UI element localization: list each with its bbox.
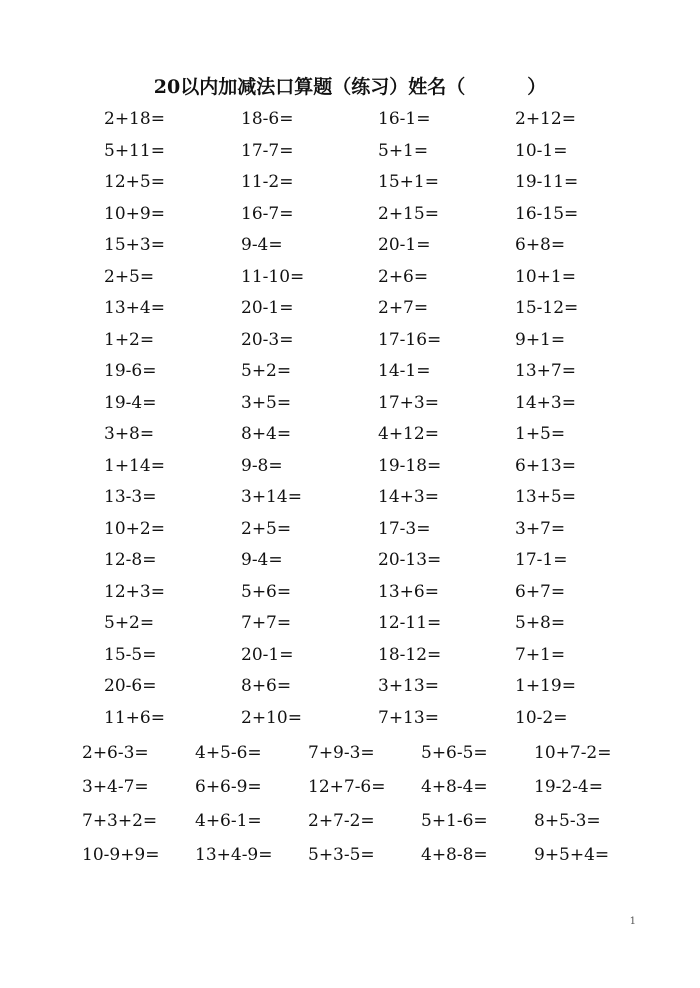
problem-cell: 20-13= [378, 550, 442, 570]
problem-cell: 1+14= [104, 455, 165, 476]
page-title [0, 72, 700, 99]
problem-cell: 20-1= [241, 644, 294, 665]
problem-cell: 3+7= [515, 518, 566, 539]
problem-cell: 10-1= [515, 140, 568, 161]
problem-cell: 4+6-1= [195, 811, 262, 831]
problem-row [82, 736, 647, 770]
problem-row [104, 136, 652, 168]
problem-cell: 7+7= [241, 613, 292, 633]
problem-row [82, 770, 647, 804]
problem-row [104, 514, 652, 546]
problem-cell: 8+6= [241, 676, 292, 696]
problem-cell: 12-11= [378, 613, 442, 633]
three-term-problem-grid [82, 736, 647, 872]
problem-cell: 19-4= [104, 392, 157, 413]
problem-cell: 2+18= [104, 109, 165, 129]
problem-cell: 10+9= [104, 203, 165, 224]
problem-cell: 10-2= [515, 707, 568, 728]
problem-cell: 5+11= [104, 140, 165, 161]
problem-cell: 13+4-9= [195, 845, 273, 865]
problem-cell: 18-6= [241, 109, 294, 129]
problem-cell: 12+7-6= [308, 777, 386, 797]
problem-row [104, 703, 652, 735]
problem-cell: 18-12= [378, 644, 442, 665]
problem-cell: 2+5= [104, 266, 155, 287]
problem-row [104, 482, 652, 514]
problem-cell: 3+4-7= [82, 777, 149, 797]
problem-cell: 3+13= [378, 676, 439, 696]
problem-cell: 19-6= [104, 361, 157, 381]
problem-cell: 2+10= [241, 707, 302, 728]
problem-cell: 4+8-4= [421, 777, 488, 797]
problem-cell: 12+5= [104, 172, 165, 192]
problem-row [104, 230, 652, 262]
problem-cell: 5+1= [378, 140, 429, 161]
problem-cell: 9-8= [241, 455, 283, 476]
problem-cell: 15+1= [378, 172, 439, 192]
problem-cell: 4+5-6= [195, 743, 262, 763]
problem-cell: 2+12= [515, 109, 576, 129]
problem-cell: 8+4= [241, 424, 292, 444]
problem-cell: 2+6-3= [82, 743, 149, 763]
problem-cell: 2+6= [378, 266, 429, 287]
problem-cell: 2+5= [241, 518, 292, 539]
title-text: 20以内加减法口算题（练习）姓名（ [153, 76, 466, 98]
problem-cell: 5+2= [241, 361, 292, 381]
problem-cell: 3+8= [104, 424, 155, 444]
problem-cell: 7+1= [515, 644, 566, 665]
problem-cell: 9+5+4= [534, 845, 610, 865]
problem-row [104, 577, 652, 609]
problem-cell: 15-5= [104, 644, 157, 665]
problem-row [104, 451, 652, 483]
problem-cell: 15+3= [104, 235, 165, 255]
problem-row [82, 804, 647, 838]
problem-cell: 14+3= [515, 392, 576, 413]
problem-cell: 17+3= [378, 392, 439, 413]
problem-row [104, 325, 652, 357]
problem-cell: 10+2= [104, 518, 165, 539]
problem-row [104, 388, 652, 420]
problem-cell: 14+3= [378, 487, 439, 507]
problem-cell: 14-1= [378, 361, 431, 381]
problem-cell: 19-11= [515, 172, 579, 192]
problem-row [104, 671, 652, 703]
problem-row [104, 104, 652, 136]
problem-cell: 5+3-5= [308, 845, 375, 865]
problem-cell: 10-9+9= [82, 845, 160, 865]
problem-cell: 2+15= [378, 203, 439, 224]
problem-cell: 9-4= [241, 235, 283, 255]
problem-cell: 16-7= [241, 203, 294, 224]
two-term-problem-grid [104, 104, 652, 734]
problem-cell: 8+5-3= [534, 811, 601, 831]
problem-row [82, 838, 647, 872]
problem-cell: 16-15= [515, 203, 579, 224]
problem-cell: 9-4= [241, 550, 283, 570]
problem-cell: 1+2= [104, 329, 155, 350]
problem-cell: 12-8= [104, 550, 157, 570]
problem-row [104, 293, 652, 325]
title-close-paren: ） [527, 76, 547, 98]
problem-cell: 15-12= [515, 298, 579, 318]
problem-cell: 6+6-9= [195, 777, 262, 797]
problem-cell: 7+3+2= [82, 811, 158, 831]
problem-cell: 6+8= [515, 235, 566, 255]
problem-cell: 13-3= [104, 487, 157, 507]
problem-cell: 20-3= [241, 329, 294, 350]
problem-cell: 20-6= [104, 676, 157, 696]
problem-cell: 13+6= [378, 581, 439, 602]
problem-cell: 10+1= [515, 266, 576, 287]
problem-cell: 3+5= [241, 392, 292, 413]
problem-cell: 20-1= [378, 235, 431, 255]
problem-cell: 3+14= [241, 487, 302, 507]
problem-cell: 13+4= [104, 298, 165, 318]
problem-cell: 7+9-3= [308, 743, 375, 763]
problem-cell: 5+2= [104, 613, 155, 633]
problem-cell: 17-16= [378, 329, 442, 350]
problem-cell: 17-7= [241, 140, 294, 161]
problem-cell: 6+7= [515, 581, 566, 602]
problem-row [104, 167, 652, 199]
problem-cell: 6+13= [515, 455, 576, 476]
problem-cell: 2+7-2= [308, 811, 375, 831]
problem-row [104, 262, 652, 294]
problem-cell: 20-1= [241, 298, 294, 318]
problem-cell: 12+3= [104, 581, 165, 602]
problem-cell: 5+6= [241, 581, 292, 602]
problem-cell: 17-1= [515, 550, 568, 570]
problem-cell: 11-2= [241, 172, 294, 192]
problem-cell: 1+19= [515, 676, 576, 696]
problem-cell: 11+6= [104, 707, 165, 728]
problem-cell: 4+8-8= [421, 845, 488, 865]
problem-cell: 13+7= [515, 361, 576, 381]
problem-cell: 11-10= [241, 266, 305, 287]
problem-cell: 19-18= [378, 455, 442, 476]
problem-cell: 10+7-2= [534, 743, 612, 763]
problem-cell: 1+5= [515, 424, 566, 444]
problem-row [104, 640, 652, 672]
problem-row [104, 608, 652, 640]
page-number: 1 [629, 916, 636, 927]
problem-cell: 16-1= [378, 109, 431, 129]
problem-row [104, 419, 652, 451]
problem-cell: 4+12= [378, 424, 439, 444]
problem-cell: 5+6-5= [421, 743, 488, 763]
problem-cell: 9+1= [515, 329, 566, 350]
problem-row [104, 199, 652, 231]
problem-cell: 7+13= [378, 707, 439, 728]
problem-row [104, 356, 652, 388]
problem-row [104, 545, 652, 577]
problem-cell: 13+5= [515, 487, 576, 507]
problem-cell: 5+1-6= [421, 811, 488, 831]
problem-cell: 5+8= [515, 613, 566, 633]
problem-cell: 2+7= [378, 298, 429, 318]
problem-cell: 17-3= [378, 518, 431, 539]
problem-cell: 19-2-4= [534, 777, 603, 797]
